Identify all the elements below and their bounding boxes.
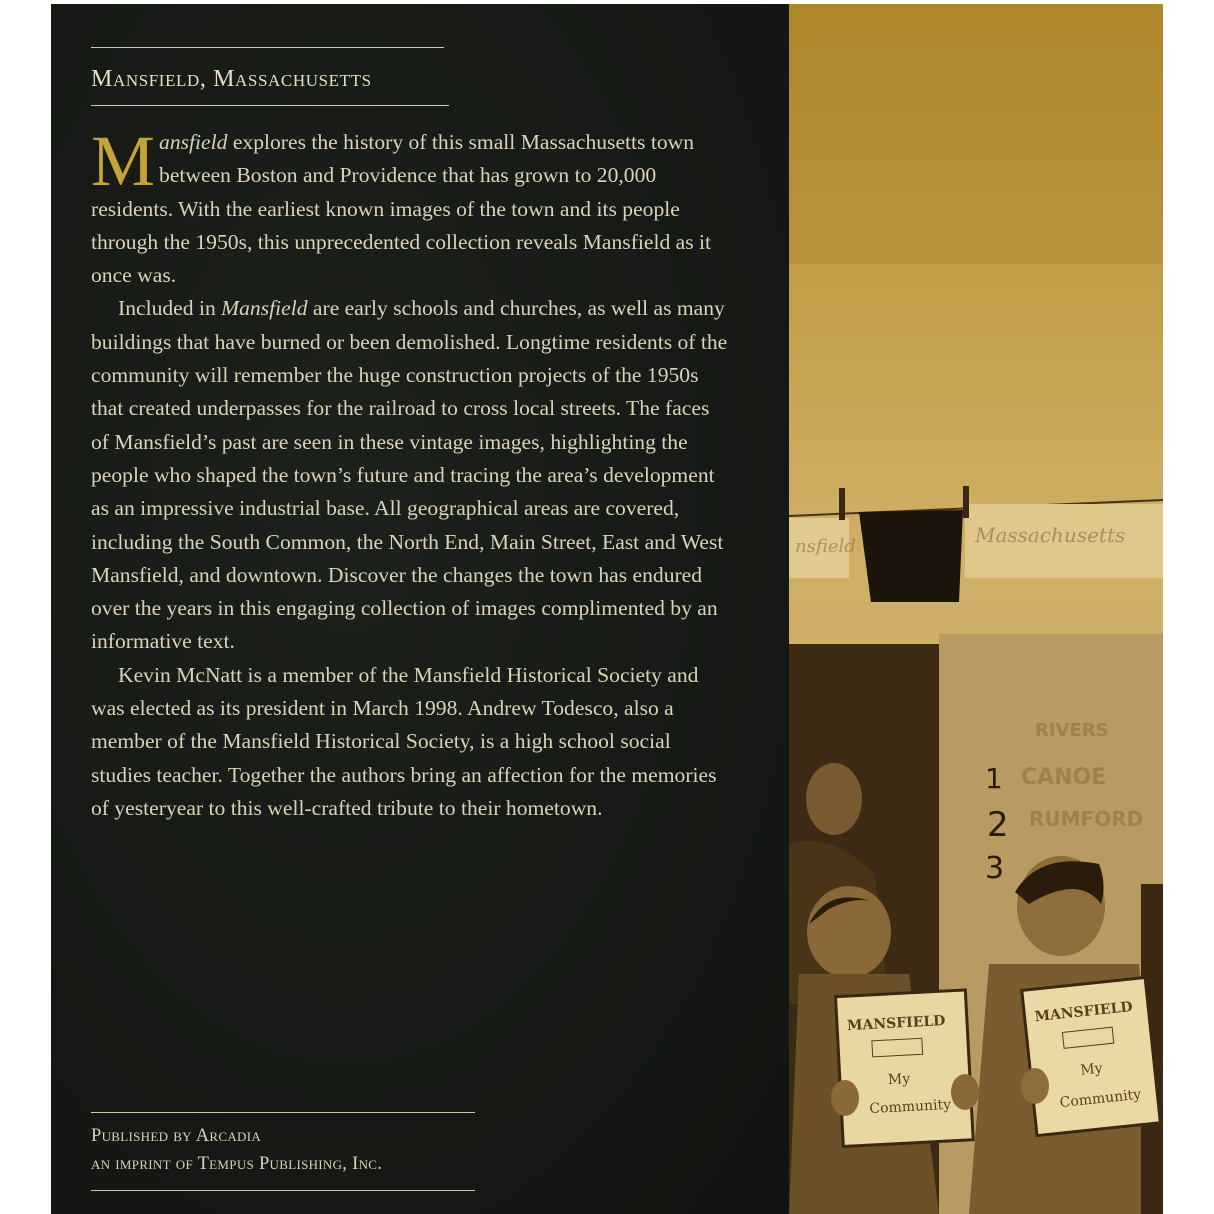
blurb: [91, 121, 731, 825]
publisher-line-1: Published by Arcadia: [91, 1126, 262, 1146]
banner-left-text: nsfield: [795, 536, 856, 557]
publisher-info: [91, 1122, 382, 1178]
paragraph-contents: [91, 292, 731, 658]
book-left-title: MANSFIELD: [846, 1013, 946, 1035]
cover-heading: Mansfield, Massachusetts: [91, 66, 372, 92]
paragraph-intro-text: explores the history of this small Massachusetts town between Boston and Providence that has grown to 20,000 residents. With the earliest known images of the town and its people through the 1950s, this unprecedented collection reveals Mansfield as it once was.: [91, 130, 712, 288]
book-right-line-1: My: [1079, 1060, 1104, 1079]
paragraph-intro: [91, 121, 731, 292]
publisher-line-2: an imprint of Tempus Publishing, Inc.: [91, 1154, 383, 1174]
hanging-sign: [859, 510, 963, 602]
cover-photo: [789, 4, 1163, 1214]
heading-rule: [91, 105, 449, 106]
title-italic-2: Mansfield: [221, 296, 308, 321]
publisher-top-rule: [91, 1112, 475, 1113]
board-word-2: CANOE: [1021, 765, 1107, 790]
back-cover: [51, 4, 1163, 1214]
top-rule: [91, 47, 444, 48]
paragraph-contents-text: are early schools and churches, as well as many buildings that have burned or been demolished. Longtime residents of the community will remember the huge construction projects of the 1950s that created underpasses for the railroad to cross local streets. The faces of Mansfield’s past are seen in these vintage images, highlighting the people who shaped the town’s future and tracing the area’s development as an impressive industrial base. All geographical areas are covered, including the South Common, the North End, Main Street, East and West Mansfield, and downtown. Discover the changes the town has endured over the years in this engaging collection of images complimented by an informative text.: [91, 296, 728, 654]
book-left: [836, 990, 974, 1147]
board-word-1: RIVERS: [1035, 720, 1109, 741]
title-italic: ansfield: [159, 130, 228, 154]
publisher-bottom-rule: [91, 1190, 475, 1191]
paragraph-authors: Kevin McNatt is a member of the Mansfield Historical Society and was elected as its president in March 1998. Andrew Todesco, also a member of the Mansfield Historical Society, is a high school social studies teacher. Together the authors bring an affection for the memories of yesteryear to this well-crafted tribute to their hometown.: [91, 662, 717, 820]
teacher-head: [806, 763, 862, 835]
book-left-line-1: My: [887, 1070, 911, 1089]
chalk-mark-3: 3: [985, 851, 1005, 886]
text-panel: [51, 4, 789, 1214]
book-left-line-2: Community: [869, 1096, 952, 1118]
drop-cap: M: [91, 121, 156, 201]
chalk-mark-1: 1: [985, 762, 1003, 795]
paragraph-contents-lead: Included in: [118, 296, 222, 321]
board-word-3: RUMFORD: [1029, 807, 1144, 831]
chalk-mark-2: 2: [987, 805, 1009, 845]
book-right: [1022, 977, 1161, 1135]
book-right-title: MANSFIELD: [1033, 999, 1134, 1026]
banner-right-text: Massachusetts: [975, 523, 1126, 547]
book-right-line-2: Community: [1058, 1086, 1142, 1112]
